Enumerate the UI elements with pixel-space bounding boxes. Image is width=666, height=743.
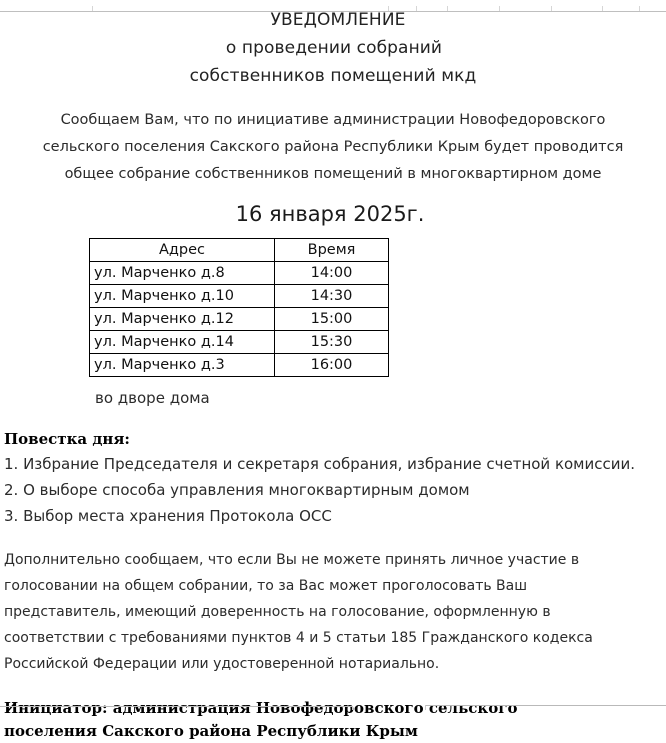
cell-time: 15:30 <box>275 331 389 354</box>
table-row <box>90 308 389 331</box>
proxy-line-4: соответствии с требованиями пунктов 4 и 5 статьи 185 Гражданского кодекса <box>4 630 593 646</box>
table-row <box>90 354 389 377</box>
cell-address: ул. Марченко д.10 <box>90 285 275 308</box>
table-row <box>90 285 389 308</box>
cell-address: ул. Марченко д.8 <box>90 262 275 285</box>
agenda-item: 2. О выборе способа управления многоквартирным домом <box>4 481 470 499</box>
intro-paragraph <box>0 107 666 188</box>
proxy-line-1: Дополнительно сообщаем, что если Вы не можете принять личное участие в <box>4 552 580 568</box>
table-header-row <box>90 239 389 262</box>
schedule-table <box>89 238 389 377</box>
meeting-date: 16 января 2025г. <box>235 202 425 226</box>
proxy-line-5: Российской Федерации или удостоверенной нотариально. <box>4 656 440 672</box>
title-line-2: о проведении собраний <box>225 38 443 58</box>
notice-document <box>0 6 666 743</box>
spreadsheet-grid-bottom <box>0 698 666 710</box>
agenda-title: Повестка дня: <box>4 430 130 448</box>
proxy-voting-paragraph <box>0 547 666 677</box>
cell-address: ул. Марченко д.3 <box>90 354 275 377</box>
initiator-line-1: Инициатор: администрация Новофедоровского сельского <box>4 699 518 717</box>
title-line-3: собственников помещений мкд <box>189 66 477 86</box>
intro-line-3: общее собрание собственников помещений в многоквартирном доме <box>64 166 602 182</box>
initiator-line-2: поселения Сакского района Республики Крым <box>4 722 418 740</box>
intro-line-2: сельского поселения Сакского района Республики Крым будет проводится <box>42 139 624 155</box>
cell-time: 14:30 <box>275 285 389 308</box>
document-title-block <box>0 6 666 90</box>
column-header-time: Время <box>275 239 389 262</box>
location-note: во дворе дома <box>95 389 210 407</box>
intro-line-1: Сообщаем Вам, что по инициативе администрации Новофедоровского <box>60 112 606 128</box>
cell-time: 16:00 <box>275 354 389 377</box>
cell-time: 15:00 <box>275 308 389 331</box>
schedule-table-wrapper <box>0 238 666 377</box>
proxy-line-3: представитель, имеющий доверенность на голосование, оформленную в <box>4 604 551 620</box>
cell-address: ул. Марченко д.14 <box>90 331 275 354</box>
proxy-line-2: голосовании на общем собрании, то за Вас может проголосовать Ваш <box>4 578 528 594</box>
agenda-section <box>0 427 666 529</box>
table-row <box>90 262 389 285</box>
agenda-item: 3. Выбор места хранения Протокола ОСС <box>4 507 332 525</box>
column-header-address: Адрес <box>90 239 275 262</box>
agenda-item: 1. Избрание Председателя и секретаря собрания, избрание счетной комиссии. <box>4 455 636 473</box>
cell-time: 14:00 <box>275 262 389 285</box>
title-line-1: УВЕДОМЛЕНИЕ <box>270 10 406 30</box>
cell-address: ул. Марченко д.12 <box>90 308 275 331</box>
table-row <box>90 331 389 354</box>
